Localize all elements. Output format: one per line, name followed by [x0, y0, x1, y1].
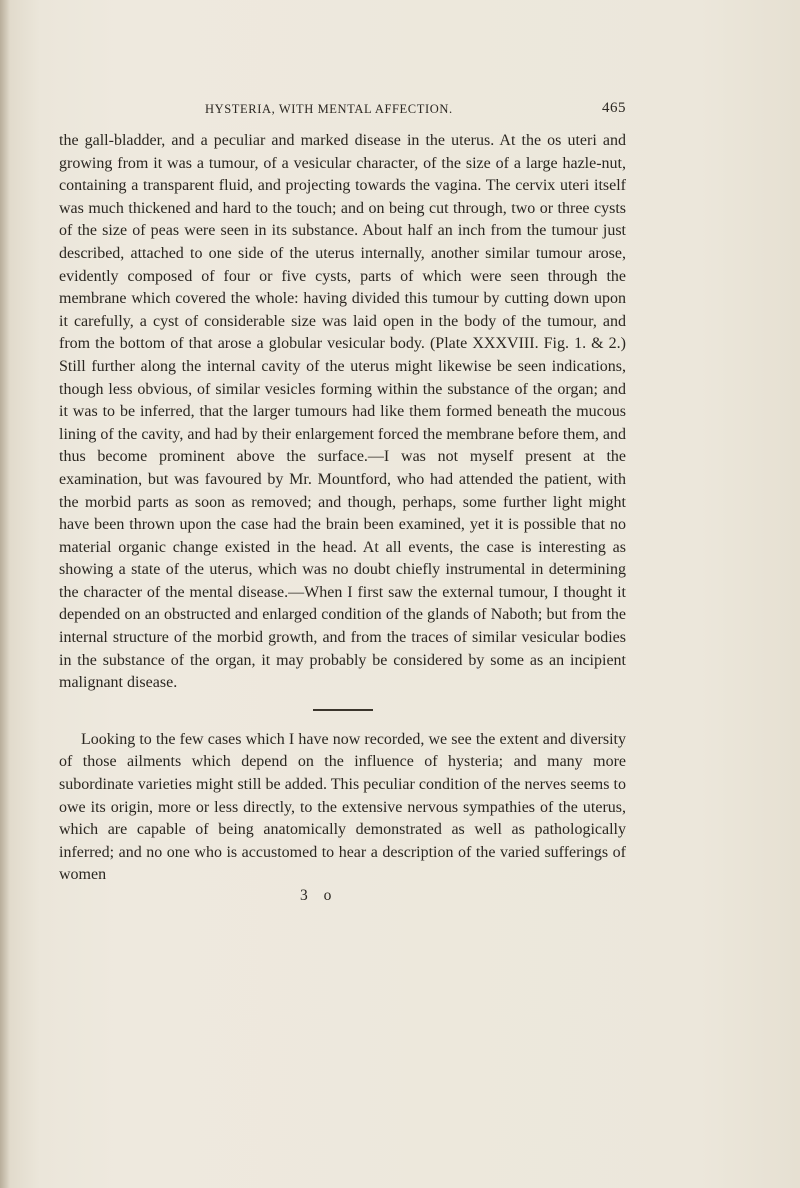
signature-mark: 3 o — [300, 887, 338, 904]
page-edge-shadow — [0, 0, 10, 1188]
running-title: HYSTERIA, WITH MENTAL AFFECTION. — [205, 102, 453, 116]
paragraph-1: the gall-bladder, and a peculiar and marked disease in the uterus. At the os uteri and growing from it was a tumour, of a vesicular character, of the size of a large hazle-nut, containing a transparent fluid, and projecting towards the vagina. The cervix uteri itself was much thickened and hard to the touch; and on being cut through, two or three cysts of the size of peas were seen in its substance. About half an inch from the tumour just described, attached to one side of the uterus internally, another similar tumour arose, evidently composed of four or five cysts, parts of which were seen through the membrane which covered the whole: having divided this tumour by cutting down upon it carefully, a cyst of considerable size was laid open in the body of the tumour, and from the bottom of that arose a globular vesicular body. (Plate XXXVIII. Fig. 1. & 2.) Still further along the internal cavity of the uterus might likewise be seen indications, though less obvious, of similar vesicles forming within the substance of the organ; and it was to be inferred, that the larger tumours had like them formed beneath the mucous lining of the cavity, and had by their enlargement forced the membrane before them, and thus become prominent above the surface.—I was not myself present at the examination, but was favoured by Mr. Mountford, who had attended the patient, with the morbid parts as soon as removed; and though, perhaps, some further light might have been thrown upon the case had the brain been examined, yet it is possible that no material organic change existed in the head. At all events, the case is interesting as showing a state of the uterus, which was no doubt chiefly instrumental in determining the character of the mental disease.—When I first saw the external tumour, I thought it depended on an obstructed and enlarged condition of the glands of Naboth; but from the internal structure of the morbid growth, and from the traces of similar vesicular bodies in the substance of the organ, it may probably be considered by some as an incipient malignant disease. — [59, 132, 626, 692]
page-number: 465 — [602, 100, 626, 116]
section-divider-rule — [313, 709, 373, 711]
text-block — [59, 100, 626, 905]
paragraph-2: Looking to the few cases which I have now recorded, we see the extent and diversity of those ailments which depend on the influence of hysteria; and many more subordinate varieties might still be added. This peculiar condition of the nerves seems to owe its origin, more or less directly, to the extensive nervous sympathies of the uterus, which are capable of being anatomically demonstrated as well as pathologically inferred; and no one who is accustomed to hear a description of the varied sufferings of women — [59, 730, 626, 884]
running-head — [59, 100, 626, 124]
